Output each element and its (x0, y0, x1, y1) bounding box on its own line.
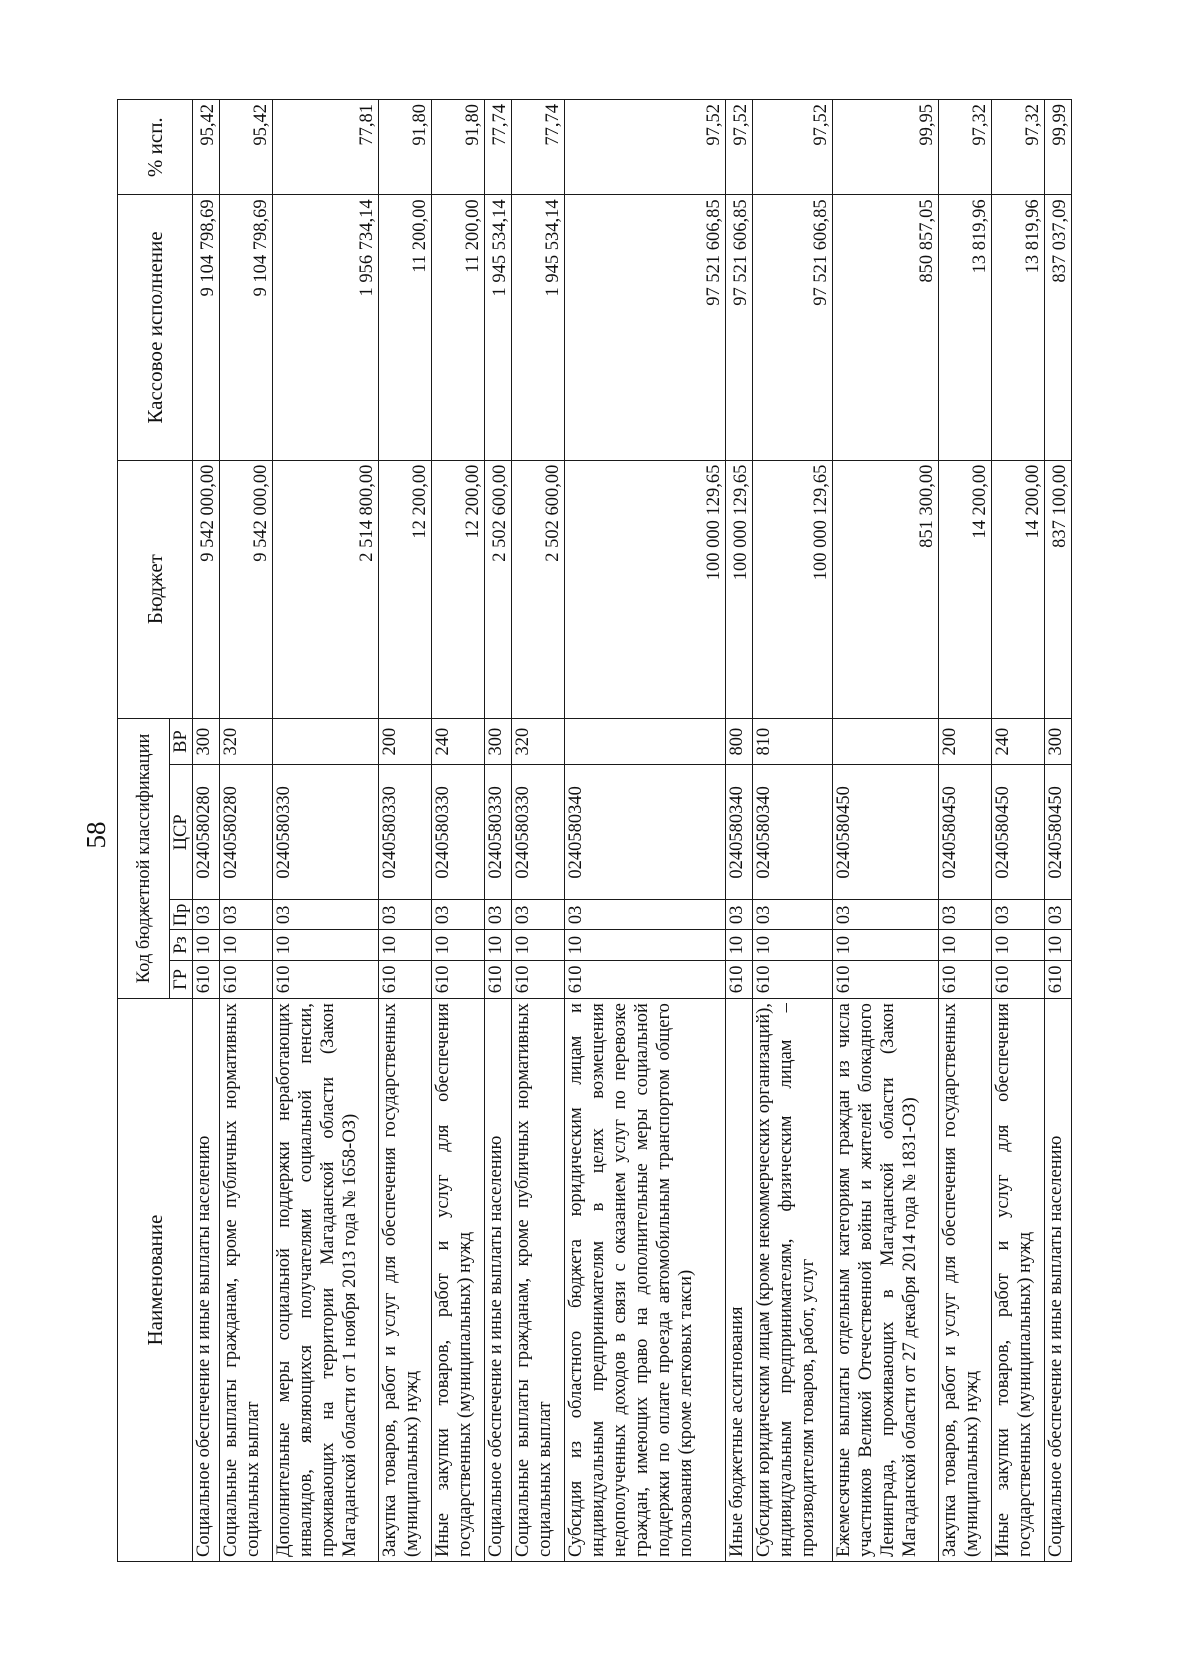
row-gr: 610 (432, 960, 485, 998)
row-csr: 0240580450 (991, 765, 1044, 900)
row-budget: 2 502 600,00 (512, 460, 565, 718)
row-rz: 10 (273, 930, 379, 960)
row-budget: 2 502 600,00 (485, 460, 512, 718)
header-gr: ГР (170, 960, 193, 998)
row-budget: 100 000 129,65 (752, 460, 832, 718)
header-percent: % исп. (118, 100, 193, 195)
row-budget: 837 100,00 (1044, 460, 1071, 718)
row-gr: 610 (379, 960, 432, 998)
row-cash: 1 945 534,14 (512, 195, 565, 460)
row-rz: 10 (485, 930, 512, 960)
row-gr: 610 (565, 960, 725, 998)
row-rz: 10 (565, 930, 725, 960)
row-pr: 03 (991, 900, 1044, 930)
table-row (193, 100, 220, 1562)
row-csr: 0240580340 (565, 765, 725, 900)
row-cash: 9 104 798,69 (193, 195, 220, 460)
row-vr (273, 718, 379, 765)
table-row (752, 100, 832, 1562)
row-rz: 10 (1044, 930, 1071, 960)
row-rz: 10 (725, 930, 752, 960)
table-row (220, 100, 273, 1562)
row-cash: 837 037,09 (1044, 195, 1071, 460)
row-vr (832, 718, 938, 765)
row-name: Субсидии юридическим лицам (кроме некоммерческих организаций), индивидуальным предпринимателям, физическим лицам – производителям товаров, работ, услуг (752, 999, 832, 1562)
row-budget: 14 200,00 (938, 460, 991, 718)
row-percent: 99,95 (832, 100, 938, 195)
row-cash: 1 956 734,14 (273, 195, 379, 460)
row-percent: 77,74 (512, 100, 565, 195)
row-percent: 97,32 (938, 100, 991, 195)
row-cash: 9 104 798,69 (220, 195, 273, 460)
table-row (991, 100, 1044, 1562)
row-name: Иные бюджетные ассигнования (725, 999, 752, 1562)
row-budget: 12 200,00 (379, 460, 432, 718)
row-percent: 77,74 (485, 100, 512, 195)
row-pr: 03 (193, 900, 220, 930)
row-name: Социальные выплаты гражданам, кроме публичных нормативных социальных выплат (220, 999, 273, 1562)
table-row (273, 100, 379, 1562)
row-percent: 77,81 (273, 100, 379, 195)
row-gr: 610 (725, 960, 752, 998)
row-percent: 99,99 (1044, 100, 1071, 195)
row-percent: 91,80 (432, 100, 485, 195)
row-gr: 610 (832, 960, 938, 998)
table-row (725, 100, 752, 1562)
row-vr: 240 (991, 718, 1044, 765)
page-number: 58 (81, 821, 111, 849)
row-name: Социальное обеспечение и иные выплаты населению (485, 999, 512, 1562)
row-cash: 97 521 606,85 (725, 195, 752, 460)
row-name: Ежемесячные выплаты отдельным категориям граждан из числа участников Великой Отечественной войны и жителей блокадного Ленинграда, проживающих в Магаданской области (Закон Магаданской области от 27 декабря 2014 года № 1831-ОЗ) (832, 999, 938, 1562)
row-csr: 0240580280 (220, 765, 273, 900)
row-percent: 95,42 (220, 100, 273, 195)
row-pr: 03 (752, 900, 832, 930)
row-pr: 03 (220, 900, 273, 930)
row-cash: 97 521 606,85 (752, 195, 832, 460)
row-gr: 610 (991, 960, 1044, 998)
row-csr: 0240580340 (752, 765, 832, 900)
row-csr: 0240580330 (485, 765, 512, 900)
row-rz: 10 (512, 930, 565, 960)
row-vr: 810 (752, 718, 832, 765)
row-vr: 300 (1044, 718, 1071, 765)
table-row (379, 100, 432, 1562)
row-name: Социальные выплаты гражданам, кроме публичных нормативных социальных выплат (512, 999, 565, 1562)
row-csr: 0240580330 (273, 765, 379, 900)
table-row (512, 100, 565, 1562)
row-rz: 10 (832, 930, 938, 960)
row-gr: 610 (752, 960, 832, 998)
header-rz: Рз (170, 930, 193, 960)
row-percent: 95,42 (193, 100, 220, 195)
row-csr: 0240580330 (512, 765, 565, 900)
row-name: Субсидия из областного бюджета юридическим лицам и индивидуальным предпринимателям в целях возмещения недополученных доходов в связи с оказанием услуг по перевозке граждан, имеющих право на дополнительные меры социальной поддержки по оплате проезда автомобильным транспортом общего пользования (кроме легковых такси) (565, 999, 725, 1562)
row-budget: 14 200,00 (991, 460, 1044, 718)
rotated-table-wrapper (117, 99, 1072, 1562)
row-gr: 610 (1044, 960, 1071, 998)
table-row (565, 100, 725, 1562)
row-vr: 300 (193, 718, 220, 765)
row-csr: 0240580340 (725, 765, 752, 900)
row-gr: 610 (273, 960, 379, 998)
table-row (938, 100, 991, 1562)
row-rz: 10 (193, 930, 220, 960)
row-vr: 240 (432, 718, 485, 765)
row-pr: 03 (485, 900, 512, 930)
row-csr: 0240580330 (432, 765, 485, 900)
table-row (832, 100, 938, 1562)
row-budget: 851 300,00 (832, 460, 938, 718)
row-vr: 200 (379, 718, 432, 765)
row-cash: 11 200,00 (379, 195, 432, 460)
row-rz: 10 (991, 930, 1044, 960)
row-vr: 200 (938, 718, 991, 765)
row-gr: 610 (193, 960, 220, 998)
row-rz: 10 (938, 930, 991, 960)
row-csr: 0240580450 (1044, 765, 1071, 900)
row-csr: 0240580280 (193, 765, 220, 900)
header-name: Наименование (118, 999, 193, 1562)
row-percent: 97,52 (565, 100, 725, 195)
row-pr: 03 (1044, 900, 1071, 930)
header-cash-execution: Кассовое исполнение (118, 195, 193, 460)
row-name: Дополнительные меры социальной поддержки неработающих инвалидов, являющихся получателями социальной пенсии, проживающих на территории Магаданской области (Закон Магаданской области от 1 ноября 2013 года № 1658-ОЗ) (273, 999, 379, 1562)
row-name: Социальное обеспечение и иные выплаты населению (1044, 999, 1071, 1562)
row-csr: 0240580330 (379, 765, 432, 900)
row-pr: 03 (938, 900, 991, 930)
header-budget: Бюджет (118, 460, 193, 718)
table-row (1044, 100, 1071, 1562)
row-name: Закупка товаров, работ и услуг для обеспечения государственных (муниципальных) нужд (379, 999, 432, 1562)
row-rz: 10 (379, 930, 432, 960)
table-row (432, 100, 485, 1562)
row-name: Иные закупки товаров, работ и услуг для обеспечения государственных (муниципальных) нужд (991, 999, 1044, 1562)
header-csr: ЦСР (170, 765, 193, 900)
row-cash: 11 200,00 (432, 195, 485, 460)
row-pr: 03 (432, 900, 485, 930)
row-rz: 10 (752, 930, 832, 960)
row-gr: 610 (485, 960, 512, 998)
row-vr: 320 (512, 718, 565, 765)
row-cash: 13 819,96 (991, 195, 1044, 460)
row-name: Иные закупки товаров, работ и услуг для обеспечения государственных (муниципальных) нужд (432, 999, 485, 1562)
row-budget: 9 542 000,00 (220, 460, 273, 718)
row-pr: 03 (273, 900, 379, 930)
row-vr: 300 (485, 718, 512, 765)
row-cash: 850 857,05 (832, 195, 938, 460)
row-budget: 2 514 800,00 (273, 460, 379, 718)
row-rz: 10 (220, 930, 273, 960)
row-gr: 610 (512, 960, 565, 998)
row-gr: 610 (220, 960, 273, 998)
row-pr: 03 (832, 900, 938, 930)
row-cash: 13 819,96 (938, 195, 991, 460)
row-cash: 97 521 606,85 (565, 195, 725, 460)
row-budget: 9 542 000,00 (193, 460, 220, 718)
header-vr: ВР (170, 718, 193, 765)
row-vr: 800 (725, 718, 752, 765)
row-budget: 100 000 129,65 (725, 460, 752, 718)
row-pr: 03 (565, 900, 725, 930)
row-vr: 320 (220, 718, 273, 765)
budget-execution-table (117, 99, 1072, 1562)
row-csr: 0240580450 (938, 765, 991, 900)
row-name: Социальное обеспечение и иные выплаты населению (193, 999, 220, 1562)
header-pr: Пр (170, 900, 193, 930)
row-budget: 12 200,00 (432, 460, 485, 718)
row-cash: 1 945 534,14 (485, 195, 512, 460)
row-pr: 03 (379, 900, 432, 930)
row-pr: 03 (725, 900, 752, 930)
row-pr: 03 (512, 900, 565, 930)
row-percent: 97,52 (725, 100, 752, 195)
table-body (193, 100, 1072, 1562)
table-row (485, 100, 512, 1562)
row-vr (565, 718, 725, 765)
row-name: Закупка товаров, работ и услуг для обеспечения государственных (муниципальных) нужд (938, 999, 991, 1562)
header-code-group: Код бюджетной классификации (118, 718, 170, 998)
row-budget: 100 000 129,65 (565, 460, 725, 718)
row-percent: 97,32 (991, 100, 1044, 195)
row-percent: 97,52 (752, 100, 832, 195)
row-percent: 91,80 (379, 100, 432, 195)
row-gr: 610 (938, 960, 991, 998)
row-rz: 10 (432, 930, 485, 960)
row-csr: 0240580450 (832, 765, 938, 900)
